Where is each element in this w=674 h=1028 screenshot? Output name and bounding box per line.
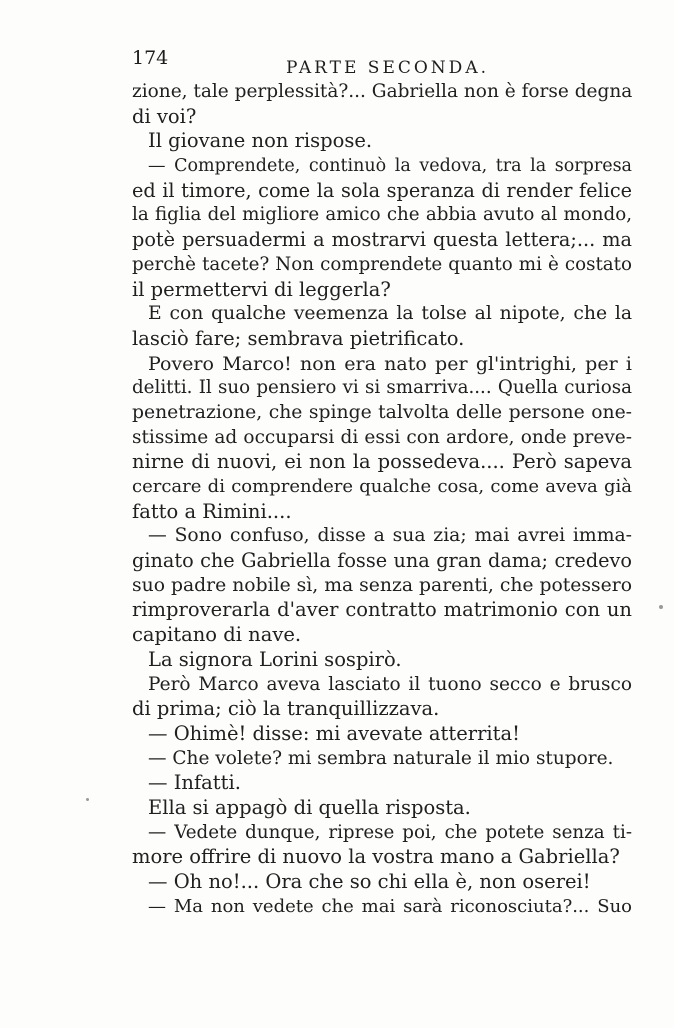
- text-line: fatto a Rimini....: [132, 499, 292, 523]
- ink-speck: [86, 798, 89, 801]
- ink-speck: [659, 605, 663, 609]
- text-line: Ella si appagò di quella risposta.: [148, 795, 471, 819]
- text-line: Il giovane non rispose.: [148, 129, 373, 153]
- text-line: — Infatti.: [148, 771, 241, 795]
- text-line: potè persuadermi a mostrarvi questa lettera;... ma: [132, 228, 632, 252]
- text-line: penetrazione, che spinge talvolta delle persone one-: [132, 401, 632, 423]
- text-line: ginato che Gabriella fosse una gran dama; credevo: [132, 549, 632, 573]
- text-line: — Che volete? mi sembra naturale il mio stupore.: [148, 747, 614, 769]
- text-line: E con qualche veemenza la tolse al nipote, che la: [148, 303, 632, 325]
- text-line: delitti. Il suo pensiero vi si smarriva.... Quella curiosa: [132, 377, 632, 399]
- text-line: zione, tale perplessità?... Gabriella non è forse degna: [132, 81, 633, 102]
- text-line: di voi?: [132, 104, 197, 128]
- page-header: [132, 46, 632, 76]
- text-line: — Comprendete, continuò la vedova, tra la sorpresa: [148, 156, 632, 177]
- text-line: stissime ad occuparsi di essi con ardore, onde preve-: [132, 426, 632, 448]
- text-line: rimproverarla d'aver contratto matrimonio con un: [132, 598, 632, 622]
- text-line: more offrire di nuovo la vostra mano a Gabriella?: [132, 845, 620, 869]
- text-line: — Ma non vedete che mai sarà riconosciuta?... Suo: [148, 895, 632, 917]
- text-line: — Sono confuso, disse a sua zia; mai avrei imma-: [148, 525, 632, 547]
- text-line: capitano di nave.: [132, 623, 302, 647]
- body-text: [132, 80, 632, 919]
- text-line: ed il timore, come la sola speranza di render felice: [132, 178, 632, 202]
- text-line: Però Marco aveva lasciato il tuono secco e brusco: [148, 673, 632, 695]
- text-line: — Oh no!... Ora che so chi ella è, non oserei!: [148, 870, 591, 893]
- text-line: perchè tacete? Non comprendete quanto mi è costato: [132, 253, 632, 275]
- text-line: il permettervi di leggerla?: [132, 277, 391, 301]
- text-line: suo padre nobile sì, ma senza parenti, che potessero: [132, 574, 632, 596]
- text-line: la figlia del migliore amico che abbia avuto al mondo,: [132, 204, 632, 226]
- text-line: lasciò fare; sembrava pietrificato.: [132, 326, 465, 350]
- text-line: Povero Marco! non era nato per gl'intrighi, per i: [148, 352, 632, 375]
- text-line: La signora Lorini sospirò.: [148, 647, 402, 671]
- text-line: — Ohimè! disse: mi avevate atterrita!: [148, 721, 520, 745]
- text-line: cercare di comprendere qualche cosa, come aveva già: [132, 476, 632, 497]
- page-number: 174: [132, 47, 169, 69]
- text-line: di prima; ciò la tranquillizzava.: [132, 697, 440, 721]
- text-line: nirne di nuovi, ei non la possedeva.... Però sapeva: [132, 450, 632, 474]
- text-line: — Vedete dunque, riprese poi, che potete senza ti-: [148, 821, 632, 843]
- running-title: PARTE SECONDA.: [286, 58, 489, 78]
